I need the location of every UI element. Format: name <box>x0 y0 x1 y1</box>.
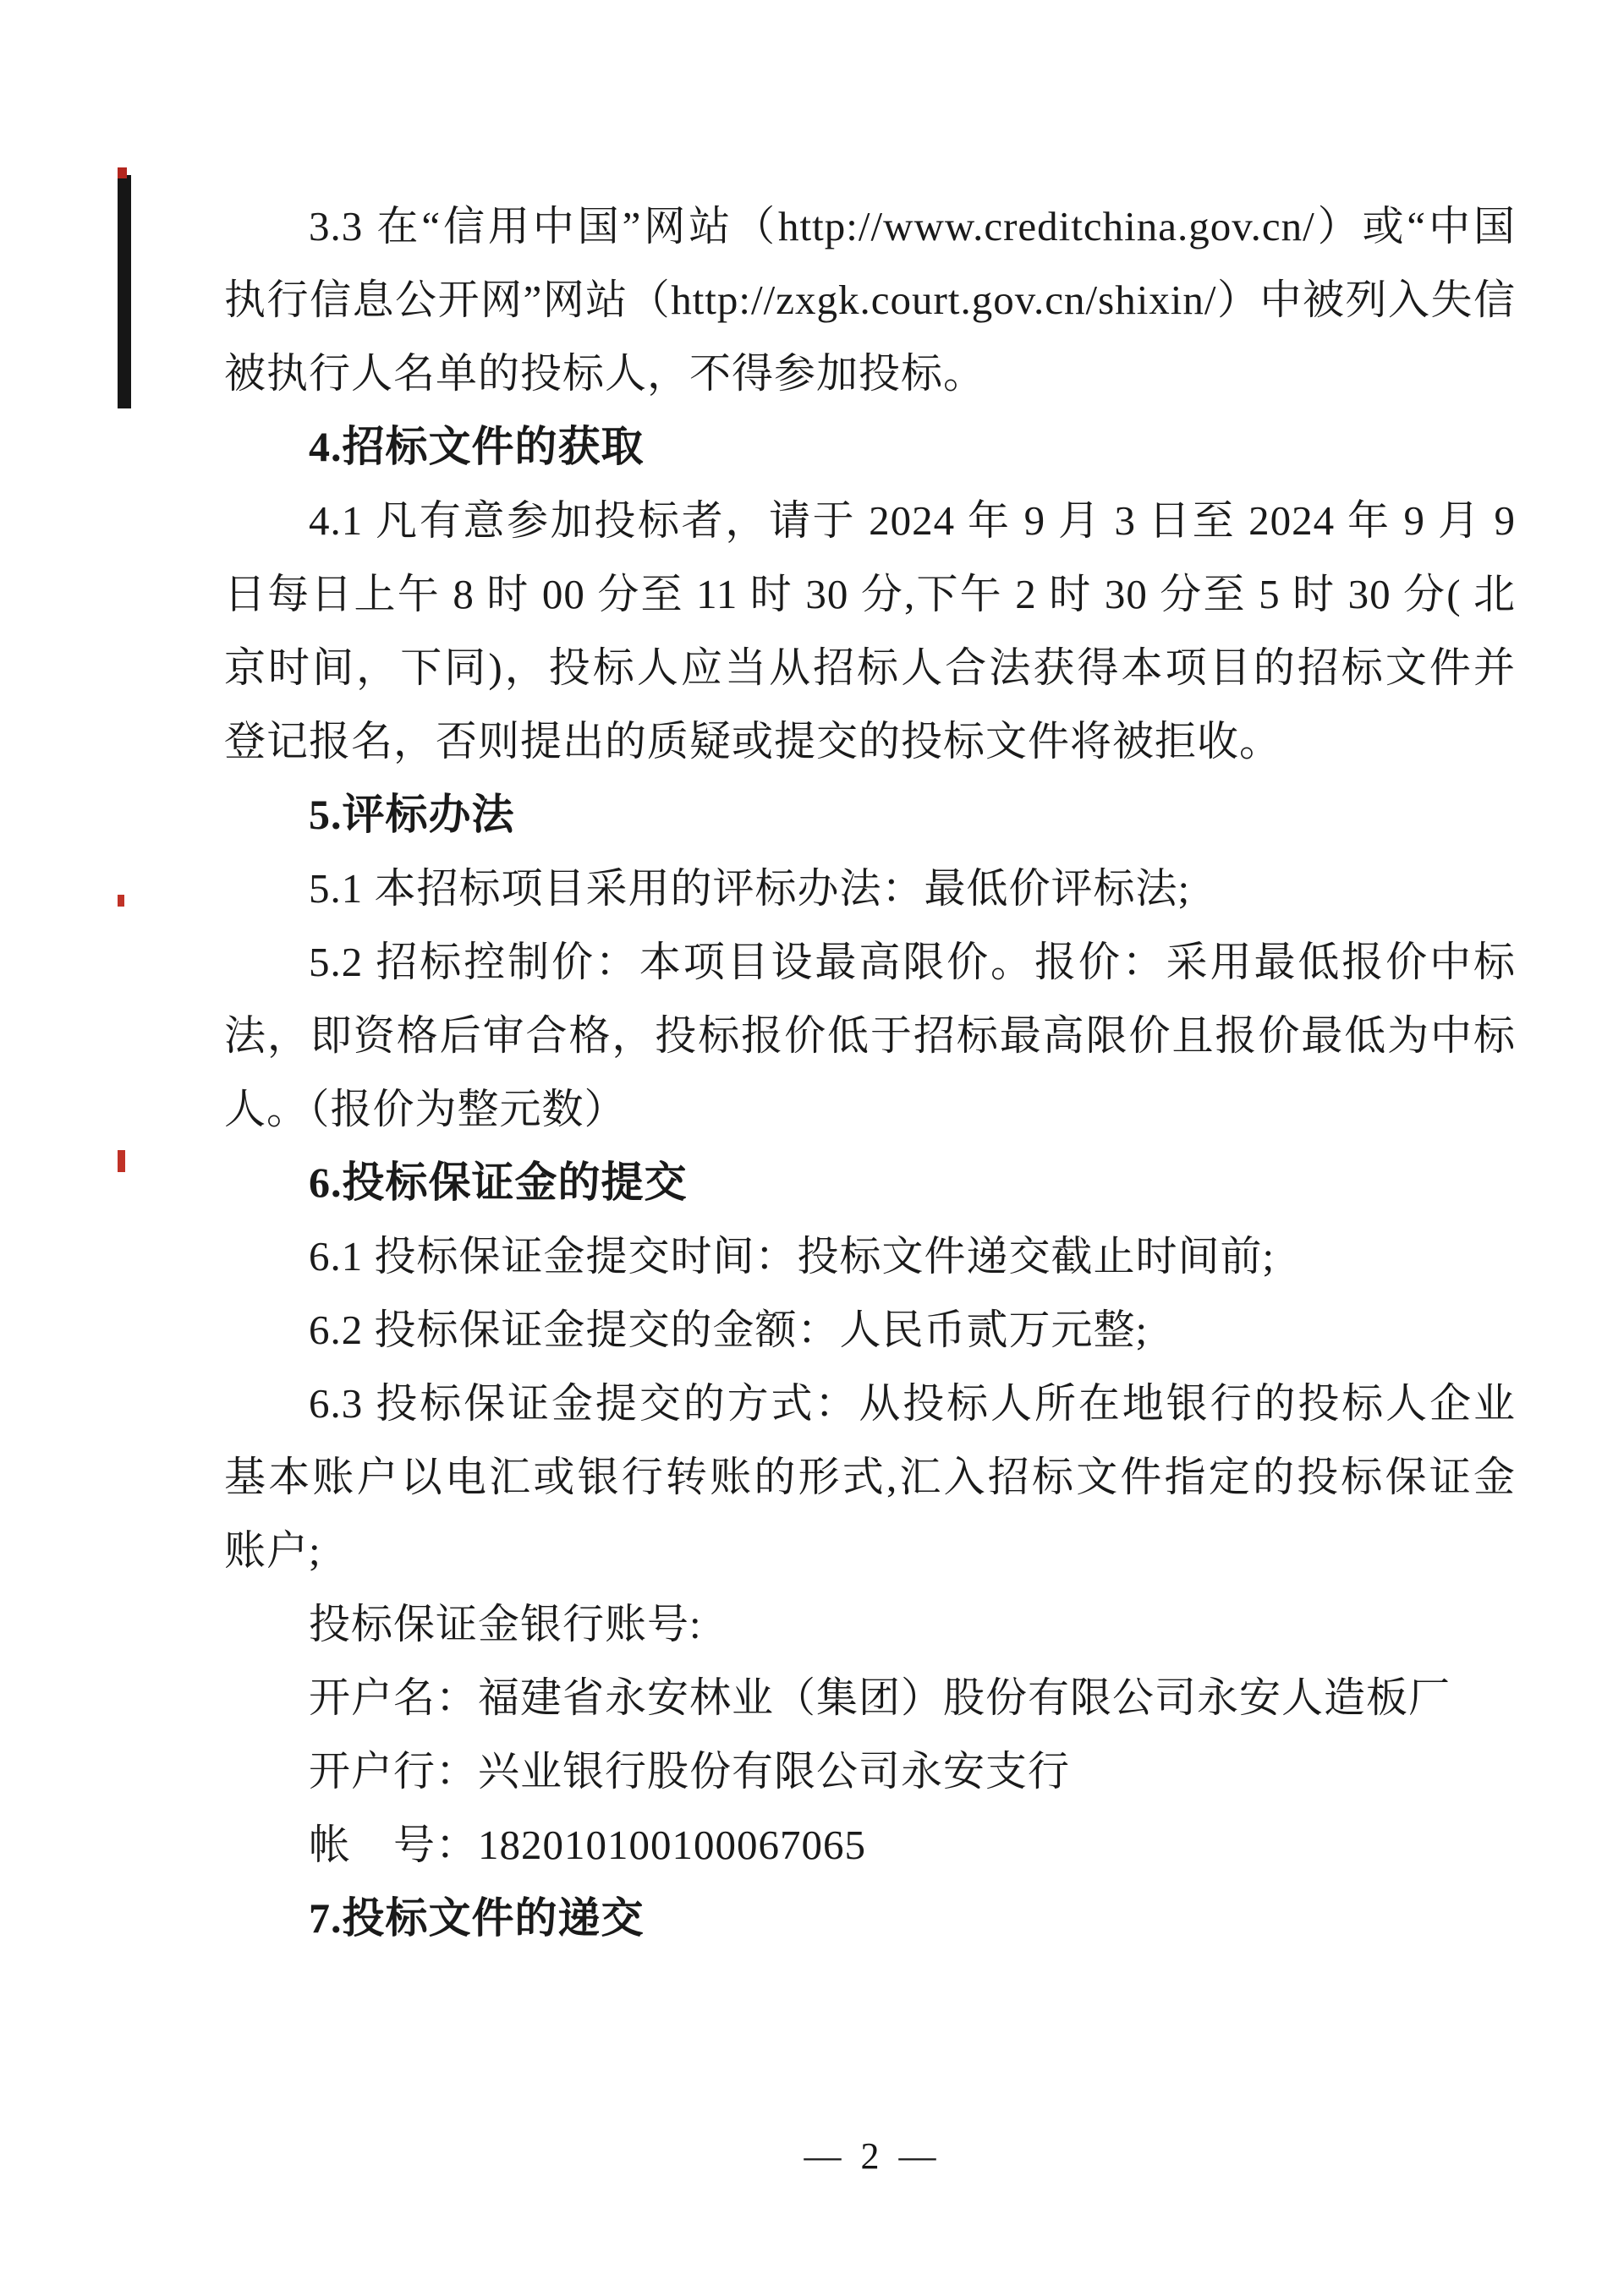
clause-6-3-line-1: 6.3 投标保证金提交的方式：从投标人所在地银行的投标人企业 <box>309 1380 1516 1427</box>
scan-artifact-red-mark <box>118 167 127 178</box>
section-5-heading: 5.评标办法 <box>309 791 515 838</box>
scan-artifact-red-mark <box>118 895 124 907</box>
page-number: — 2 — <box>804 2135 936 2177</box>
bank-account-number: 帐 号：182010100100067065 <box>309 1822 867 1868</box>
bank-account-name: 开户名：福建省永安林业（集团）股份有限公司永安人造板厂 <box>309 1674 1451 1721</box>
scan-artifact-bar <box>118 175 131 408</box>
clause-6-3-line-3: 账户; <box>224 1527 321 1574</box>
clause-3-3-line-3: 被执行人名单的投标人，不得参加投标。 <box>224 350 986 397</box>
section-6-heading: 6.投标保证金的提交 <box>309 1159 688 1206</box>
clause-4-1-line-4: 登记报名，否则提出的质疑或提交的投标文件将被拒收。 <box>224 718 1282 764</box>
clause-4-1-line-1: 4.1 凡有意参加投标者，请于 2024 年 9 月 3 日至 2024 年 9 月 9 <box>309 497 1516 544</box>
clause-5-1: 5.1 本招标项目采用的评标办法：最低价评标法; <box>309 865 1191 912</box>
clause-5-2-line-2: 法，即资格后审合格，投标报价低于招标最高限价且报价最低为中标 <box>224 1012 1516 1059</box>
clause-6-1: 6.1 投标保证金提交时间：投标文件递交截止时间前; <box>309 1233 1276 1280</box>
bank-branch: 开户行：兴业银行股份有限公司永安支行 <box>309 1748 1071 1795</box>
scan-artifact-red-mark <box>118 1150 125 1172</box>
clause-3-3-line-2: 执行信息公开网”网站（http://zxgk.court.gov.cn/shixin/）中被列入失信 <box>224 277 1516 323</box>
clause-6-3-line-2: 基本账户以电汇或银行转账的形式,汇入招标文件指定的投标保证金 <box>224 1454 1516 1500</box>
clause-4-1-line-3: 京时间，下同)，投标人应当从招标人合法获得本项目的招标文件并 <box>224 644 1516 691</box>
document-body <box>224 189 1516 1955</box>
clause-3-3-line-1: 3.3 在“信用中国”网站（http://www.creditchina.gov.cn/）或“中国 <box>309 203 1516 249</box>
section-7-heading: 7.投标文件的递交 <box>309 1894 645 1942</box>
clause-5-2-line-1: 5.2 招标控制价：本项目设最高限价。报价：采用最低报价中标 <box>309 939 1516 985</box>
bank-account-label: 投标保证金银行账号: <box>309 1601 702 1647</box>
clause-4-1-line-2: 日每日上午 8 时 00 分至 11 时 30 分,下午 2 时 30 分至 5 时 30 分( 北 <box>224 571 1516 617</box>
section-4-heading: 4.招标文件的获取 <box>309 423 645 470</box>
clause-6-2: 6.2 投标保证金提交的金额：人民币贰万元整; <box>309 1307 1149 1353</box>
clause-5-2-line-3: 人。（报价为整元数） <box>224 1086 627 1132</box>
